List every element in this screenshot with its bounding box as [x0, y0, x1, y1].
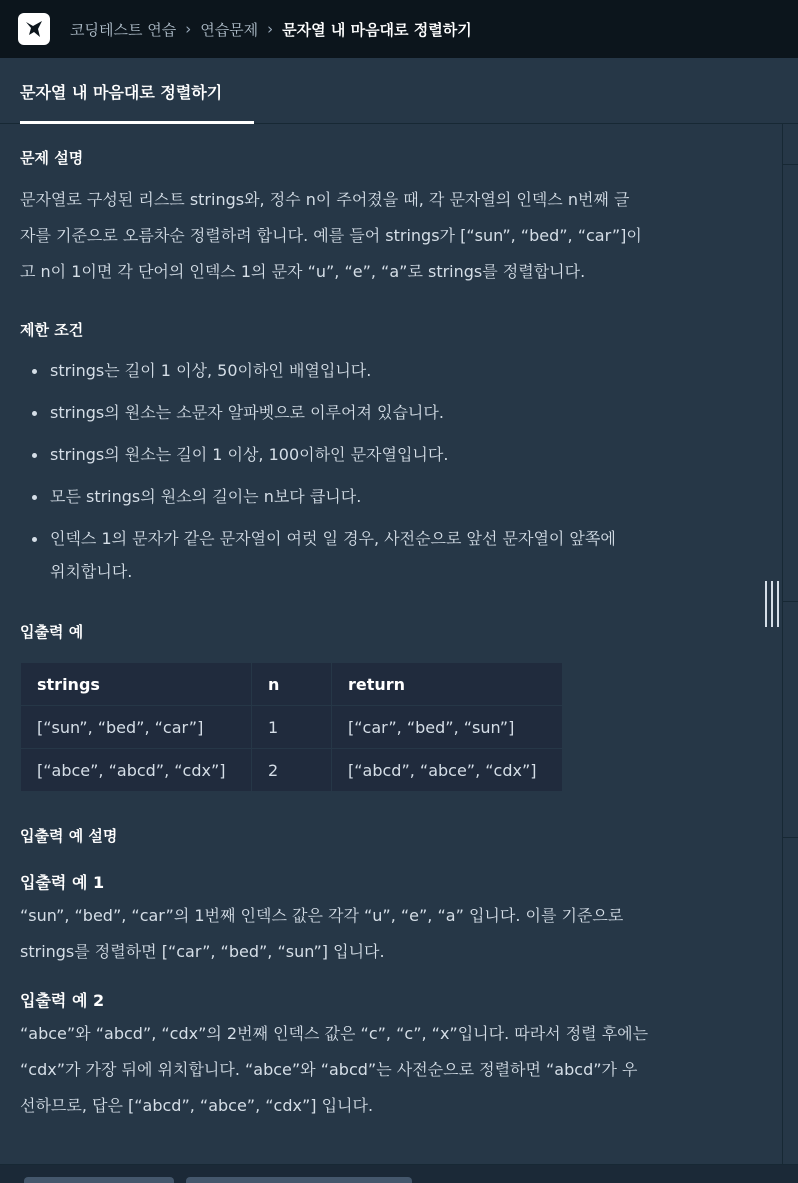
example-line: strings를 정렬하면 [“car”, “bed”, “sun”] 입니다.: [20, 942, 385, 961]
example-line: “sun”, “bed”, “car”의 1번째 인덱스 값은 각각 “u”, “e”, “a” 입니다. 이를 기준으로: [20, 906, 624, 925]
description-line: 고 n이 1이면 각 단어의 인덱스 1의 문자 “u”, “e”, “a”로 strings를 정렬합니다.: [20, 262, 586, 281]
example-1-text: [20, 898, 770, 970]
table-cell: [“car”, “bed”, “sun”]: [332, 706, 563, 749]
constraint-line: 인덱스 1의 문자가 같은 문자열이 여럿 일 경우, 사전순으로 앞선 문자열이 앞쪽에: [50, 529, 616, 548]
description-text: [20, 182, 770, 290]
bottom-button[interactable]: [24, 1177, 174, 1183]
divider: [783, 837, 798, 838]
list-item: 모든 strings의 원소의 길이는 n보다 큽니다.: [50, 480, 770, 513]
constraints-heading: 제한 조건: [20, 321, 84, 339]
chevron-right-icon: ›: [267, 20, 274, 38]
table-cell: 1: [252, 706, 332, 749]
table-cell: [“sun”, “bed”, “car”]: [21, 706, 252, 749]
problem-description: [20, 124, 770, 1124]
breadcrumb-item-current: 문자열 내 마음대로 정렬하기: [282, 20, 472, 39]
example-1-title: 입출력 예 1: [20, 873, 105, 892]
table-header-strings: strings: [21, 663, 252, 706]
bottom-toolbar: [0, 1164, 798, 1183]
breadcrumb-item-practice[interactable]: 연습문제: [200, 20, 259, 39]
top-navigation-bar: [0, 0, 798, 58]
io-example-heading: 입출력 예: [20, 623, 84, 641]
breadcrumb-item-coding-test[interactable]: 코딩테스트 연습: [70, 20, 177, 39]
io-example-table: [20, 662, 563, 792]
table-header-return: return: [332, 663, 563, 706]
example-line: “cdx”가 가장 뒤에 위치합니다. “abce”와 “abcd”는 사전순으로 정렬하면 “abcd”가 우: [20, 1060, 638, 1079]
list-item: strings는 길이 1 이상, 50이하인 배열입니다.: [50, 354, 770, 387]
constraint-line: 위치합니다.: [50, 562, 133, 581]
chevron-right-icon: ›: [185, 20, 192, 38]
example-line: “abce”와 “abcd”, “cdx”의 2번째 인덱스 값은 “c”, “c”, “x”입니다. 따라서 정렬 후에는: [20, 1024, 649, 1043]
table-row: [21, 706, 563, 749]
right-panel-edge: [782, 124, 798, 1164]
list-item: [50, 522, 770, 588]
list-item: strings의 원소는 소문자 알파벳으로 이루어져 있습니다.: [50, 396, 770, 429]
table-cell: [“abcd”, “abce”, “cdx”]: [332, 749, 563, 792]
constraints-list: [20, 354, 770, 588]
bottom-button[interactable]: [186, 1177, 412, 1183]
table-row: [21, 749, 563, 792]
divider: [783, 164, 798, 165]
io-explain-heading: 입출력 예 설명: [20, 827, 118, 845]
description-heading: 문제 설명: [20, 149, 84, 167]
programmers-logo-icon[interactable]: [18, 13, 50, 45]
table-cell: 2: [252, 749, 332, 792]
example-2-title: 입출력 예 2: [20, 991, 105, 1010]
breadcrumb: [70, 19, 472, 40]
example-2-text: [20, 1016, 770, 1124]
list-item: strings의 원소는 길이 1 이상, 100이하인 문자열입니다.: [50, 438, 770, 471]
table-cell: [“abce”, “abcd”, “cdx”]: [21, 749, 252, 792]
divider: [783, 601, 798, 602]
description-line: 자를 기준으로 오름차순 정렬하려 합니다. 예를 들어 strings가 [“sun”, “bed”, “car”]이: [20, 226, 642, 245]
description-line: 문자열로 구성된 리스트 strings와, 정수 n이 주어졌을 때, 각 문자열의 인덱스 n번째 글: [20, 190, 630, 209]
table-header-n: n: [252, 663, 332, 706]
example-line: 선하므로, 답은 [“abcd”, “abce”, “cdx”] 입니다.: [20, 1096, 374, 1115]
table-header-row: [21, 663, 563, 706]
tab-bar: [0, 58, 798, 124]
tab-problem[interactable]: 문자열 내 마음대로 정렬하기: [20, 80, 254, 124]
